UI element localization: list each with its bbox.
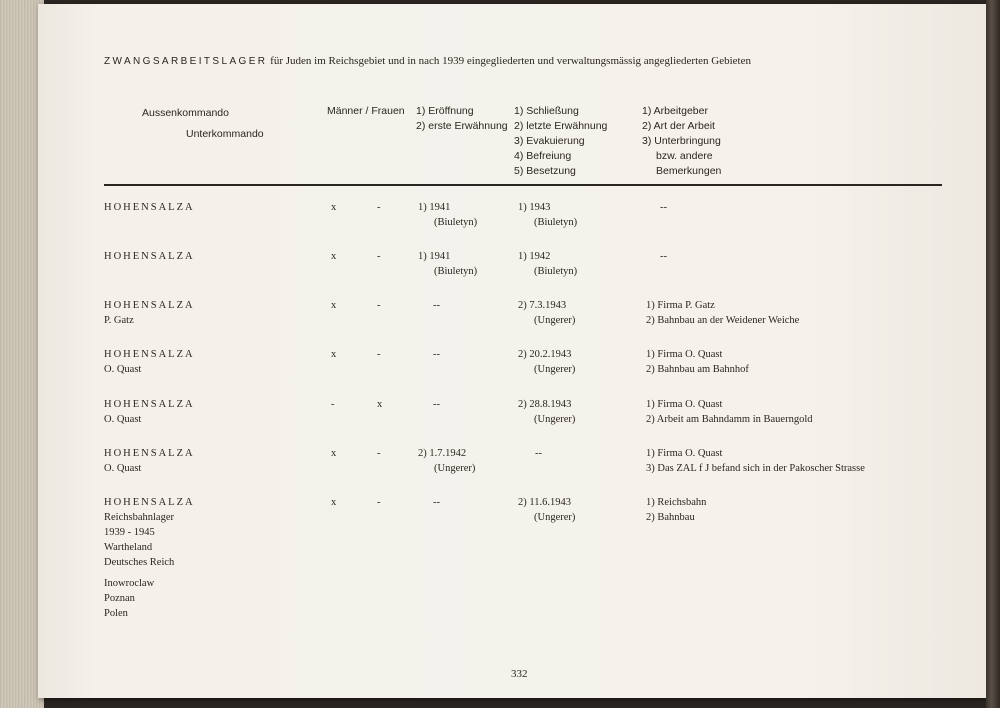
header-line: 2) erste Erwähnung: [416, 120, 508, 132]
frauen-mark: -: [377, 202, 381, 213]
header-eroeffnung: [416, 104, 508, 134]
unterkommando: [104, 461, 141, 476]
unterkommando-line: Inowroclaw: [104, 578, 155, 589]
maenner-mark: x: [331, 202, 337, 213]
header-line: 1) Eröffnung: [416, 105, 474, 117]
maenner-mark: -: [331, 399, 335, 410]
frauen-mark: -: [377, 349, 381, 360]
schliessung: [518, 298, 575, 328]
header-schliessung: [514, 104, 607, 179]
header-line: 2) letzte Erwähnung: [514, 120, 608, 132]
arbeitgeber-line: 1) Firma O. Quast: [646, 448, 723, 459]
header-line: 1) Arbeitgeber: [642, 105, 708, 117]
schliessung-line: (Ungerer): [534, 512, 576, 523]
unterkommando: [104, 313, 134, 328]
header-line: 2) Art der Arbeit: [642, 120, 715, 132]
header-line: 5) Besetzung: [514, 165, 576, 177]
schliessung: [518, 200, 577, 230]
unterkommando-line: P. Gatz: [104, 315, 134, 326]
arbeitgeber: [660, 249, 667, 264]
schliessung: [518, 347, 575, 377]
arbeitgeber-line: 2) Bahnbau am Bahnhof: [646, 364, 749, 375]
camp-name: HOHENSALZA: [104, 349, 195, 360]
arbeitgeber-line: 3) Das ZAL f J befand sich in der Pakoscher Strasse: [646, 463, 865, 474]
eroeffnung-line: (Ungerer): [434, 463, 476, 474]
schliessung: [518, 249, 577, 279]
arbeitgeber-line: 2) Bahnbau: [646, 512, 695, 523]
arbeitgeber-line: 1) Firma O. Quast: [646, 349, 723, 360]
book-spine-edge: [986, 0, 1000, 708]
eroeffnung: [418, 200, 477, 230]
arbeitgeber: [660, 200, 667, 215]
eroeffnung: [433, 347, 440, 362]
eroeffnung: [418, 446, 475, 476]
eroeffnung: [433, 397, 440, 412]
frauen-mark: -: [377, 300, 381, 311]
camp-name: HOHENSALZA: [104, 399, 195, 410]
eroeffnung-line: --: [433, 300, 440, 311]
maenner-mark: x: [331, 251, 337, 262]
eroeffnung-line: (Biuletyn): [434, 217, 478, 228]
arbeitgeber-line: 2) Bahnbau an der Weidener Weiche: [646, 315, 800, 326]
header-arbeitgeber: [642, 104, 721, 179]
camp-name: HOHENSALZA: [104, 448, 195, 459]
unterkommando-line: Reichsbahnlager: [104, 512, 174, 523]
eroeffnung-line: (Biuletyn): [434, 266, 478, 277]
header-line: 1) Schließung: [514, 105, 579, 117]
unterkommando-line: Polen: [104, 608, 128, 619]
header-line: 3) Unterbringung: [642, 135, 721, 147]
eroeffnung-line: 1) 1941: [418, 202, 451, 213]
frauen-mark: -: [377, 497, 381, 508]
schliessung-line: 2) 7.3.1943: [518, 300, 567, 311]
eroeffnung-line: --: [433, 349, 440, 360]
schliessung-line: (Ungerer): [534, 315, 576, 326]
unterkommando-line: Deutsches Reich: [104, 557, 175, 568]
unterkommando-line: Poznan: [104, 593, 135, 604]
schliessung-line: --: [535, 448, 542, 459]
frauen-mark: x: [377, 399, 383, 410]
arbeitgeber-line: --: [660, 202, 667, 213]
header-maenner-frauen: Männer / Frauen: [327, 105, 405, 117]
schliessung-line: (Biuletyn): [534, 266, 578, 277]
title-caps: ZWANGSARBEITSLAGER: [104, 56, 268, 67]
camp-name: HOHENSALZA: [104, 202, 195, 213]
arbeitgeber-line: 1) Firma O. Quast: [646, 399, 723, 410]
maenner-mark: x: [331, 448, 337, 459]
unterkommando-line: O. Quast: [104, 414, 142, 425]
arbeitgeber-line: --: [660, 251, 667, 262]
maenner-mark: x: [331, 300, 337, 311]
arbeitgeber-line: 1) Reichsbahn: [646, 497, 707, 508]
header-unterkommando: Unterkommando: [186, 128, 264, 140]
header-line: Bemerkungen: [656, 165, 722, 177]
arbeitgeber: [646, 446, 865, 476]
maenner-mark: x: [331, 349, 337, 360]
eroeffnung: [433, 298, 440, 313]
schliessung-line: (Ungerer): [534, 414, 576, 425]
header-line: 4) Befreiung: [514, 150, 572, 162]
eroeffnung-line: 2) 1.7.1942: [418, 448, 467, 459]
schliessung-line: 2) 28.8.1943: [518, 399, 572, 410]
unterkommando-line: O. Quast: [104, 364, 142, 375]
header-aussenkommando: Aussenkommando: [142, 107, 229, 119]
header-line: 3) Evakuierung: [514, 135, 585, 147]
eroeffnung-line: --: [433, 399, 440, 410]
header-rule: [104, 184, 942, 186]
eroeffnung: [433, 495, 440, 510]
schliessung: [535, 446, 542, 461]
header-line: bzw. andere: [656, 150, 713, 162]
schliessung: [518, 397, 575, 427]
frauen-mark: -: [377, 251, 381, 262]
arbeitgeber: [646, 347, 749, 377]
camp-name: HOHENSALZA: [104, 251, 195, 262]
arbeitgeber: [646, 495, 706, 525]
schliessung: [518, 495, 575, 525]
eroeffnung: [418, 249, 477, 279]
unterkommando-line: O. Quast: [104, 463, 142, 474]
schliessung-line: 2) 11.6.1943: [518, 497, 571, 508]
title-rest: für Juden im Reichsgebiet und in nach 1939 eingegliederten und verwaltungsmässig angegliederten Gebieten: [270, 55, 751, 67]
unterkommando: [104, 412, 141, 427]
camp-name: HOHENSALZA: [104, 497, 195, 508]
arbeitgeber-line: 2) Arbeit am Bahndamm in Bauerngold: [646, 414, 813, 425]
arbeitgeber-line: 1) Firma P. Gatz: [646, 300, 715, 311]
schliessung-line: 1) 1942: [518, 251, 551, 262]
schliessung-line: (Ungerer): [534, 364, 576, 375]
arbeitgeber: [646, 397, 813, 427]
page-title: [104, 55, 751, 67]
camp-name: HOHENSALZA: [104, 300, 195, 311]
schliessung-line: (Biuletyn): [534, 217, 578, 228]
eroeffnung-line: 1) 1941: [418, 251, 451, 262]
arbeitgeber: [646, 298, 799, 328]
frauen-mark: -: [377, 448, 381, 459]
eroeffnung-line: --: [433, 497, 440, 508]
unterkommando: [104, 510, 174, 621]
schliessung-line: 2) 20.2.1943: [518, 349, 572, 360]
unterkommando-line: Wartheland: [104, 542, 153, 553]
unterkommando: [104, 362, 141, 377]
maenner-mark: x: [331, 497, 337, 508]
schliessung-line: 1) 1943: [518, 202, 551, 213]
page-number: 332: [511, 668, 528, 680]
unterkommando-line: 1939 - 1945: [104, 527, 155, 538]
